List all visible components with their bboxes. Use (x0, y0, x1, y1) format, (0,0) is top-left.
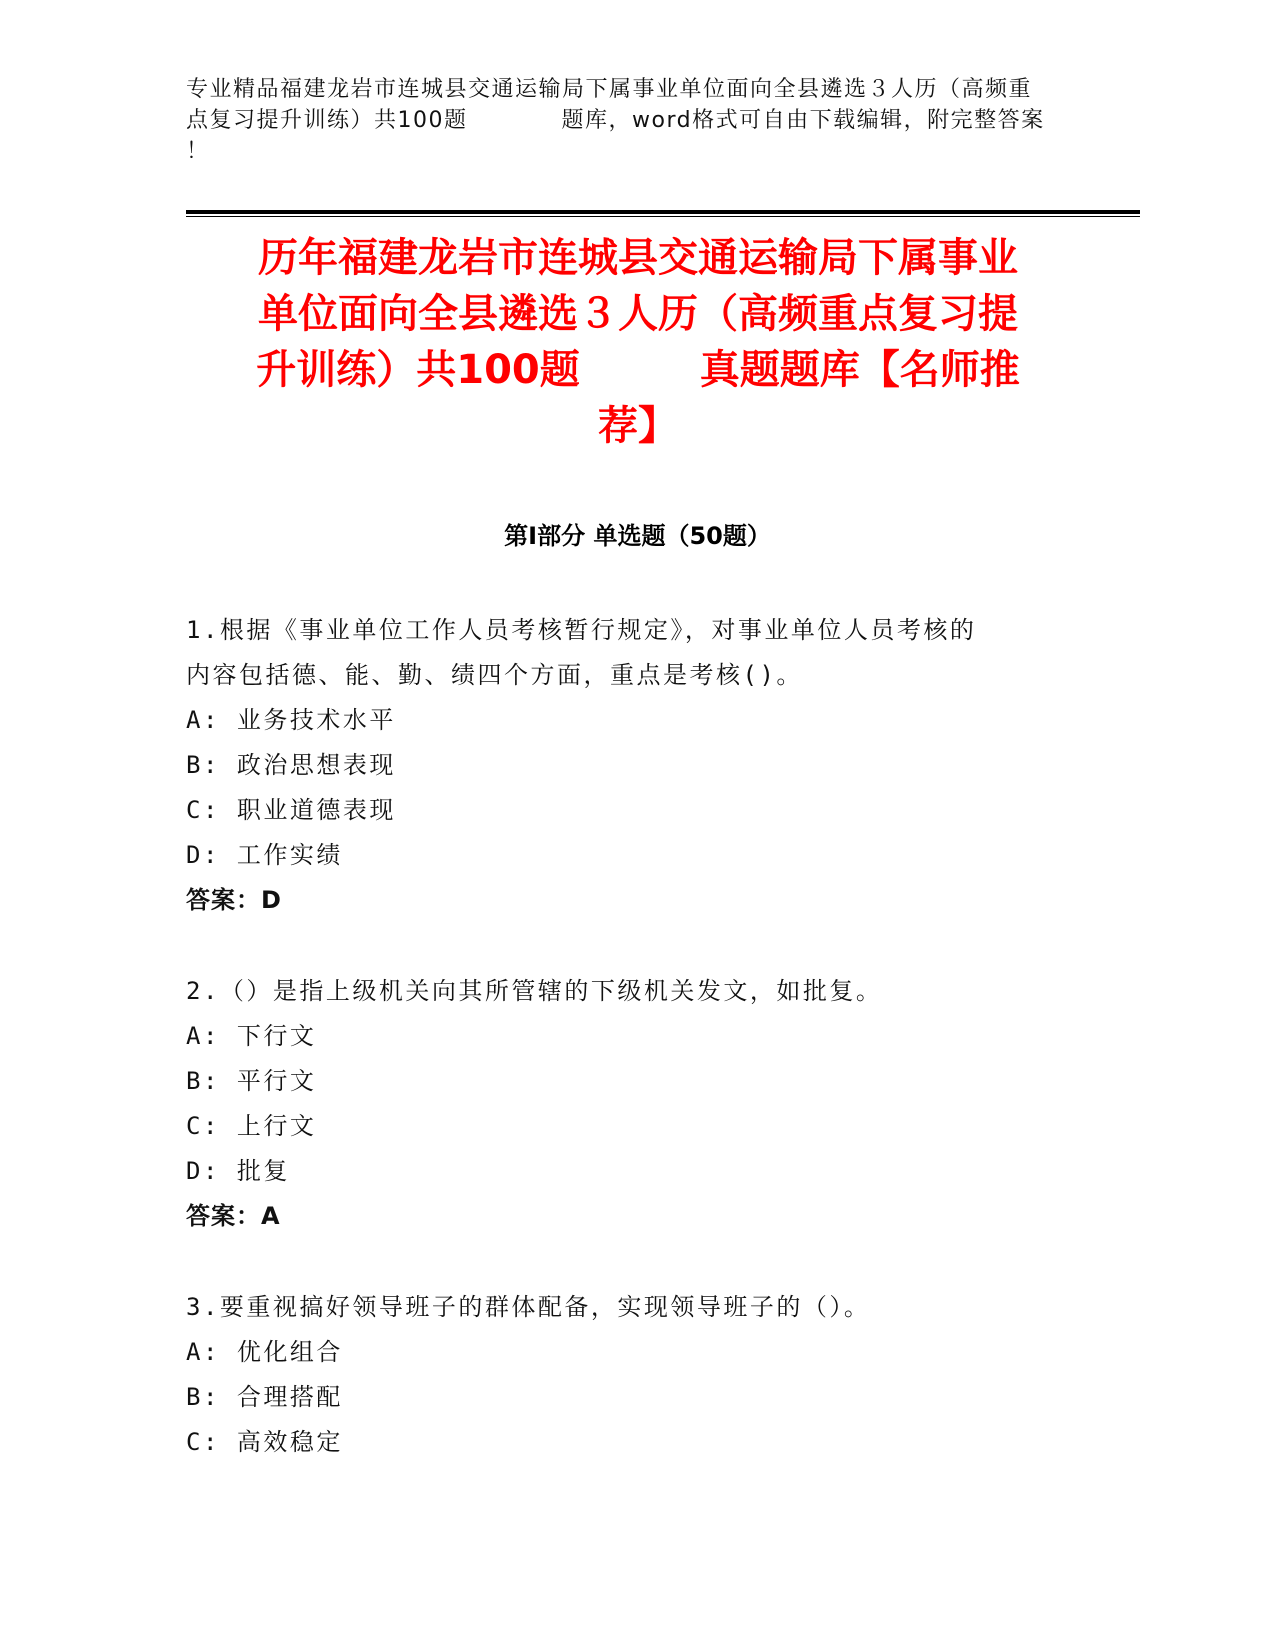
option-c: C: 高效稳定 (186, 1428, 343, 1456)
option-d: D: 批复 (186, 1157, 290, 1185)
option-a: A: 下行文 (186, 1022, 317, 1050)
question-item (186, 969, 1086, 1239)
option-c: C: 职业道德表现 (186, 796, 396, 824)
document-title-line: 荐】 (598, 403, 678, 449)
question-stem (186, 1285, 1086, 1330)
question-item (186, 1285, 1086, 1465)
answer: 答案：A (186, 1202, 281, 1230)
question-item (186, 608, 1086, 923)
header-divider (186, 210, 1140, 214)
question-stem-line: 1.根据《事业单位工作人员考核暂行规定》，对事业单位人员考核的 (186, 616, 977, 644)
header-note-line: 专业精品福建龙岩市连城县交通运输局下属事业单位面向全县遴选３人历（高频重 (186, 77, 1033, 102)
option-a: A: 业务技术水平 (186, 706, 396, 734)
question-list (186, 608, 1086, 1511)
option-d: D: 工作实绩 (186, 841, 343, 869)
section-heading: 第Ⅰ部分 单选题（50题） (504, 522, 771, 550)
answer: 答案：D (186, 886, 282, 914)
question-stem-line: 3.要重视搞好领导班子的群体配备，实现领导班子的（）。 (186, 1293, 871, 1321)
option-b: B: 平行文 (186, 1067, 317, 1095)
option-b: B: 合理搭配 (186, 1383, 343, 1411)
question-stem (186, 608, 1086, 698)
header-divider-thin (186, 216, 1140, 217)
option-a: A: 优化组合 (186, 1338, 343, 1366)
header-note-line: ！ (186, 139, 210, 164)
header-note (186, 74, 1086, 167)
question-stem-line: 2.（）是指上级机关向其所管辖的下级机关发文，如批复。 (186, 977, 883, 1005)
document-title (200, 230, 1076, 454)
option-c: C: 上行文 (186, 1112, 317, 1140)
question-stem-line: 内容包括德、能、勤、绩四个方面，重点是考核()。 (186, 661, 803, 689)
header-note-line: 点复习提升训练）共100题 题库，word格式可自由下载编辑，附完整答案 (186, 108, 1045, 133)
option-b: B: 政治思想表现 (186, 751, 396, 779)
document-title-line: 升训练）共100题 真题题库【名师推 (256, 347, 1020, 393)
document-title-line: 单位面向全县遴选３人历（高频重点复习提 (258, 291, 1018, 337)
document-title-line: 历年福建龙岩市连城县交通运输局下属事业 (258, 235, 1018, 281)
question-stem (186, 969, 1086, 1014)
